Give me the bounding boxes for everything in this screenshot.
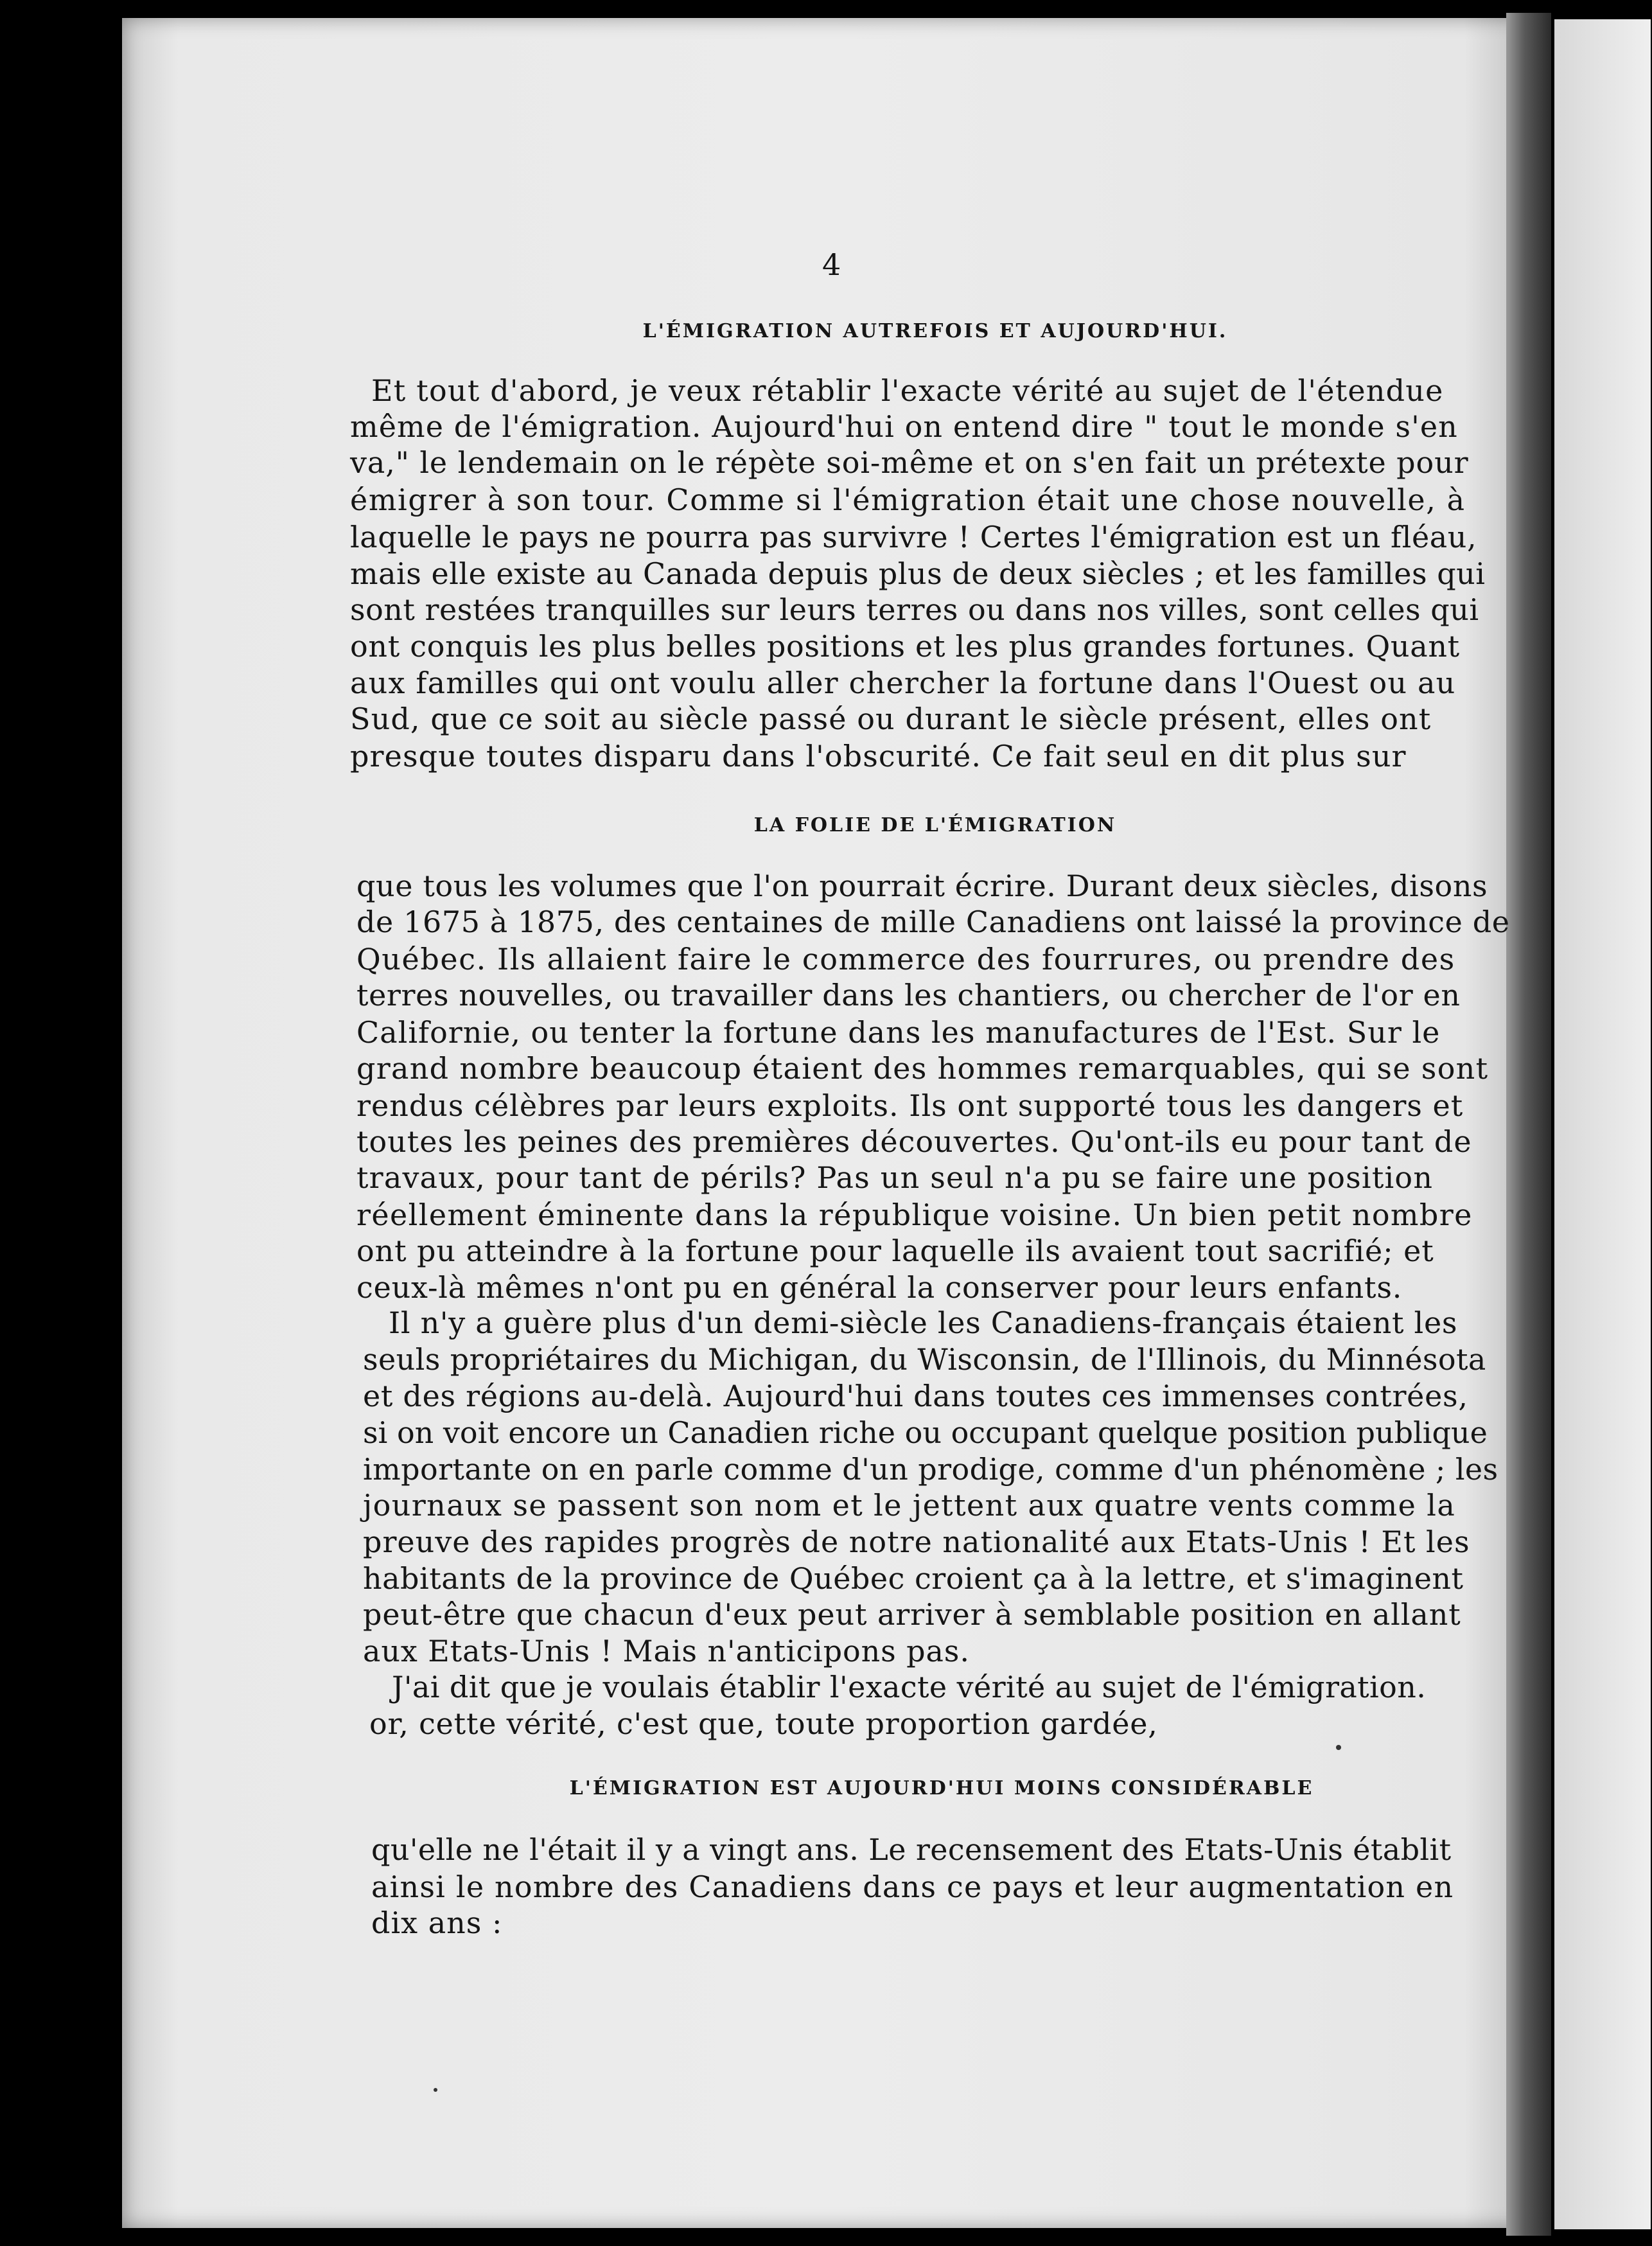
text-line: ont conquis les plus belles positions et les plus grandes fortunes. Quant <box>350 629 1460 664</box>
text-line: presque toutes disparu dans l'obscurité. Ce fait seul en dit plus sur <box>350 739 1407 774</box>
text-line: or, cette vérité, c'est que, toute proportion gardée, <box>369 1706 1158 1741</box>
text-line: va," le lendemain on le répète soi-même et on s'en fait un prétexte pour <box>350 445 1469 480</box>
text-line: journaux se passent son nom et le jettent aux quatre vents comme la <box>363 1488 1456 1523</box>
text-line: que tous les volumes que l'on pourrait écrire. Durant deux siècles, disons <box>356 869 1488 903</box>
text-line: grand nombre beaucoup étaient des hommes remarquables, qui se sont <box>356 1051 1489 1086</box>
page-number: 4 <box>822 247 841 282</box>
text-line: ont pu atteindre à la fortune pour laquelle ils avaient tout sacrifié; et <box>356 1234 1434 1268</box>
text-line: ceux-là mêmes n'ont pu en général la conserver pour leurs enfants. <box>356 1270 1403 1305</box>
section-heading-emigration-moins-considerable: L'ÉMIGRATION EST AUJOURD'HUI MOINS CONSIDÉRABLE <box>569 1777 1314 1799</box>
text-line: rendus célèbres par leurs exploits. Ils ont supporté tous les dangers et <box>356 1088 1464 1123</box>
text-line: aux familles qui ont voulu aller chercher la fortune dans l'Ouest ou au <box>350 666 1456 700</box>
text-line: seuls propriétaires du Michigan, du Wisconsin, de l'Illinois, du Minnésota <box>363 1342 1486 1377</box>
text-line: Sud, que ce soit au siècle passé ou durant le siècle présent, elles ont <box>350 702 1432 736</box>
text-line: sont restées tranquilles sur leurs terres ou dans nos villes, sont celles qui <box>350 592 1479 627</box>
text-line: qu'elle ne l'était il y a vingt ans. Le recensement des Etats-Unis établit <box>371 1832 1452 1867</box>
section-heading-emigration-autrefois: L'ÉMIGRATION AUTREFOIS ET AUJOURD'HUI. <box>642 320 1228 342</box>
text-line: habitants de la province de Québec croient ça à la lettre, et s'imaginent <box>363 1561 1464 1596</box>
text-line: laquelle le pays ne pourra pas survivre ! Certes l'émigration est un fléau, <box>350 520 1477 554</box>
section-heading-folie-emigration: LA FOLIE DE L'ÉMIGRATION <box>753 814 1117 836</box>
text-line: et des régions au-delà. Aujourd'hui dans toutes ces immenses contrées, <box>363 1379 1468 1413</box>
ink-speck <box>1336 1745 1341 1750</box>
text-line: Et tout d'abord, je veux rétablir l'exacte vérité au sujet de l'étendue <box>371 373 1444 408</box>
text-line: terres nouvelles, ou travailler dans les chantiers, ou chercher de l'or en <box>356 978 1461 1012</box>
text-line: travaux, pour tant de périls? Pas un seul n'a pu se faire une position <box>356 1160 1434 1195</box>
text-line: mais elle existe au Canada depuis plus de deux siècles ; et les familles qui <box>350 556 1486 591</box>
text-line: dix ans : <box>371 1906 503 1940</box>
text-line: ainsi le nombre des Canadiens dans ce pays et leur augmentation en <box>371 1870 1454 1904</box>
text-line: réellement éminente dans la république voisine. Un bien petit nombre <box>356 1198 1473 1232</box>
text-line: toutes les peines des premières découvertes. Qu'ont-ils eu pour tant de <box>356 1124 1472 1159</box>
text-line: importante on en parle comme d'un prodige, comme d'un phénomène ; les <box>363 1452 1498 1487</box>
text-line: Il n'y a guère plus d'un demi-siècle les Canadiens-français étaient les <box>389 1305 1458 1340</box>
text-line: aux Etats-Unis ! Mais n'anticipons pas. <box>363 1634 970 1668</box>
text-line: émigrer à son tour. Comme si l'émigration était une chose nouvelle, à <box>350 482 1466 517</box>
text-line: Québec. Ils allaient faire le commerce des fourrures, ou prendre des <box>356 942 1455 977</box>
text-line: même de l'émigration. Aujourd'hui on entend dire " tout le monde s'en <box>350 409 1458 444</box>
text-line: de 1675 à 1875, des centaines de mille Canadiens ont laissé la province de <box>356 905 1510 939</box>
text-line: preuve des rapides progrès de notre nationalité aux Etats-Unis ! Et les <box>363 1525 1470 1559</box>
text-line: si on voit encore un Canadien riche ou occupant quelque position publique <box>363 1415 1488 1450</box>
text-line: J'ai dit que je voulais établir l'exacte vérité au sujet de l'émigration. <box>392 1670 1427 1704</box>
ink-speck <box>434 2088 437 2092</box>
text-line: peut-être que chacun d'eux peut arriver à semblable position en allant <box>363 1597 1461 1632</box>
text-line: Californie, ou tenter la fortune dans les manufactures de l'Est. Sur le <box>356 1015 1441 1050</box>
